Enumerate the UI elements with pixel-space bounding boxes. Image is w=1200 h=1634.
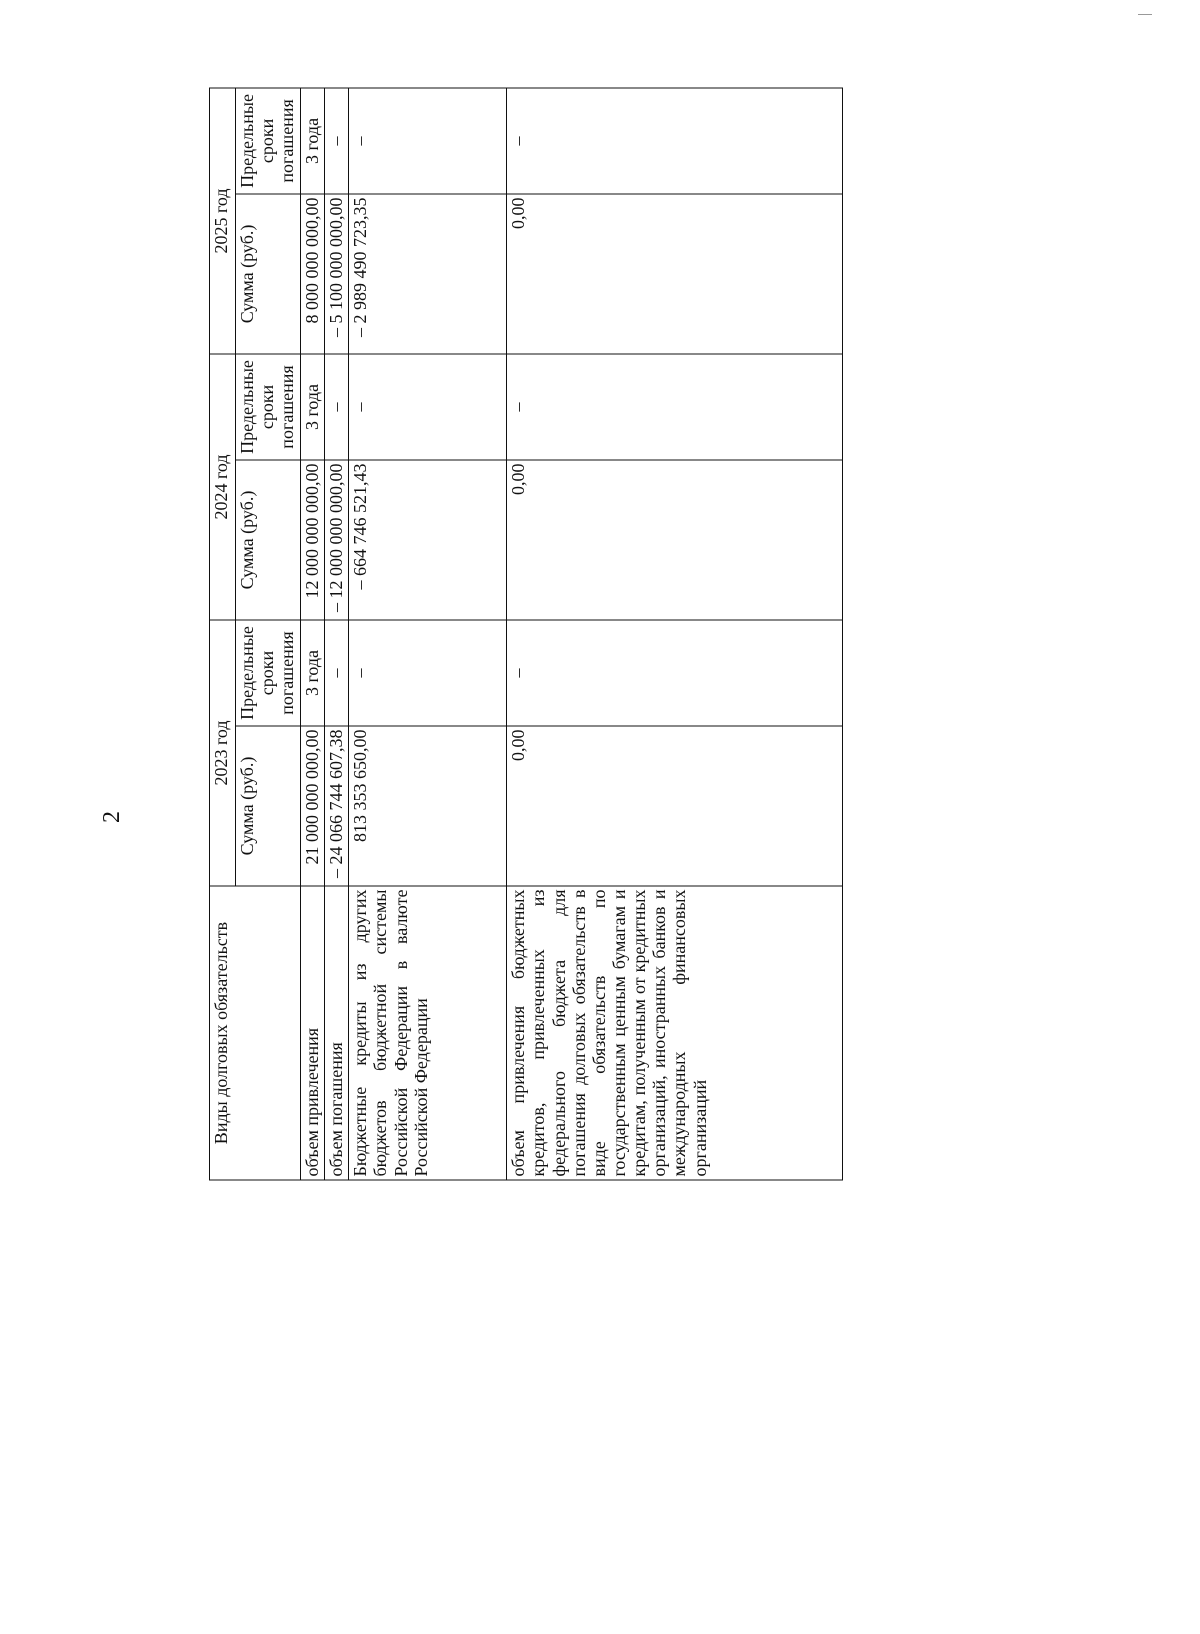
header-sum-2024: Сумма (руб.) bbox=[235, 460, 301, 620]
sum-2023: 0,00 bbox=[507, 726, 843, 886]
header-year-2024: 2024 год bbox=[210, 354, 236, 620]
sum-2025: 8 000 000 000,00 bbox=[301, 194, 325, 354]
sum-2023: 21 000 000 000,00 bbox=[301, 726, 325, 886]
debt-obligations-table bbox=[209, 87, 843, 1180]
header-sum-2023: Сумма (руб.) bbox=[235, 726, 301, 886]
header-term-2025: Предельные сроки погашения bbox=[235, 88, 301, 194]
sum-2024: 12 000 000 000,00 bbox=[301, 460, 325, 620]
debt-table-container bbox=[209, 88, 843, 1181]
sum-2024: 0,00 bbox=[507, 460, 843, 620]
table-row bbox=[349, 88, 507, 1180]
sum-2025: – 5 100 000 000,00 bbox=[325, 194, 349, 354]
page-number: 2 bbox=[99, 811, 125, 823]
header-term-2023: Предельные сроки погашения bbox=[235, 620, 301, 726]
term-2024: – bbox=[349, 354, 507, 460]
table-row bbox=[325, 88, 349, 1180]
scan-mark bbox=[1138, 14, 1152, 15]
sum-2023: – 24 066 744 607,38 bbox=[325, 726, 349, 886]
header-year-2025: 2025 год bbox=[210, 88, 236, 354]
term-2024: 3 года bbox=[301, 354, 325, 460]
term-2024: – bbox=[325, 354, 349, 460]
term-2023: – bbox=[349, 620, 507, 726]
table-row bbox=[301, 88, 325, 1180]
row-label-budget-credits: Бюджетные кредиты из других бюджетов бюджетной системы Российской Федерации в валюте Российской Федерации bbox=[349, 886, 507, 1180]
row-label: объем привлечения bbox=[301, 886, 325, 1180]
row-label: объем погашения bbox=[325, 886, 349, 1180]
term-2023: 3 года bbox=[301, 620, 325, 726]
term-2025: 3 года bbox=[301, 88, 325, 194]
table-header-years-row bbox=[210, 88, 236, 1180]
term-2025: – bbox=[507, 88, 843, 194]
header-year-2023: 2023 год bbox=[210, 620, 236, 886]
table-row bbox=[507, 88, 843, 1180]
term-2023: – bbox=[325, 620, 349, 726]
sum-2025: 0,00 bbox=[507, 194, 843, 354]
term-2023: – bbox=[507, 620, 843, 726]
sum-2024: – 12 000 000 000,00 bbox=[325, 460, 349, 620]
sum-2025: – 2 989 490 723,35 bbox=[349, 194, 507, 354]
term-2025: – bbox=[349, 88, 507, 194]
sum-2024: – 664 746 521,43 bbox=[349, 460, 507, 620]
header-term-2024: Предельные сроки погашения bbox=[235, 354, 301, 460]
term-2025: – bbox=[325, 88, 349, 194]
term-2024: – bbox=[507, 354, 843, 460]
header-debt-types: Виды долговых обязательств bbox=[210, 886, 301, 1180]
header-sum-2025: Сумма (руб.) bbox=[235, 194, 301, 354]
row-label-federal-budget-credits: объем привлечения бюджетных кредитов, привлеченных из федерального бюджета для погашения долговых обязательств в виде обязательств по государственным ценным бумагам и кредитам, полученным от кредитных организаций, иностранных банков и международных финансовых организаций bbox=[507, 886, 843, 1180]
sum-2023: 813 353 650,00 bbox=[349, 726, 507, 886]
